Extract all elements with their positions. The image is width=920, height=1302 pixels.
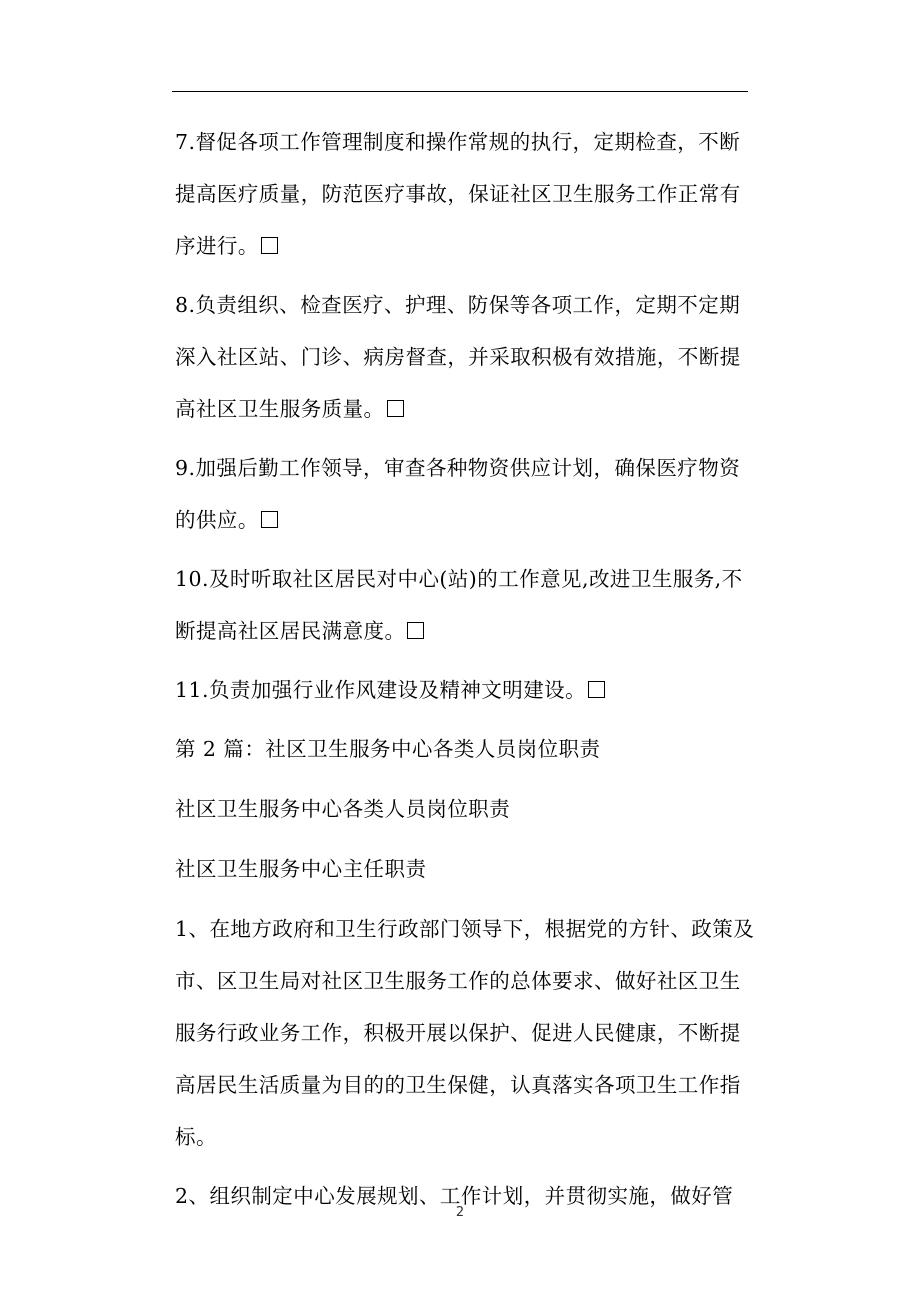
paragraph-item-9: 9.加强后勤工作领导，审查各种物资供应计划，确保医疗物资的供应。 [175,456,741,532]
duty-item-2: 2、组织制定中心发展规划、工作计划，并贯彻实施，做好管 [175,1184,734,1208]
checkbox-box-icon [261,511,278,528]
checkbox-box-icon [407,622,424,639]
section-title: 社区卫生服务中心各类人员岗位职责 [175,797,511,821]
paragraph-item-7: 7.督促各项工作管理制度和操作常规的执行，定期检查，不断提高医疗质量，防范医疗事故，保证社区卫生服务工作正常有序进行。 [175,130,741,258]
checkbox-box-icon [261,237,278,254]
page-number: 2 [455,1205,465,1220]
paragraph-item-11: 11.负责加强行业作风建设及精神文明建设。 [175,664,755,716]
section-heading: 第 2 篇：社区卫生服务中心各类人员岗位职责 [175,737,601,761]
duty-item-1: 1、在地方政府和卫生行政部门领导下，根据党的方针、政策及市、区卫生局对社区卫生服务工作的总体要求、做好社区卫生服务行政业务工作，积极开展以保护、促进人民健康，不断提高居民生活质量为目的的卫生保健，认真落实各项卫生工作指标。 [175,917,755,1149]
checkbox-box-icon [387,400,404,417]
header-rule [172,91,748,92]
checkbox-box-icon [588,681,605,698]
paragraph-item-8: 8.负责组织、检查医疗、护理、防保等各项工作，定期不定期深入社区站、门诊、病房督查，并采取积极有效措施，不断提高社区卫生服务质量。 [175,293,741,421]
paragraph-item-10: 10.及时听取社区居民对中心(站)的工作意见,改进卫生服务,不断提高社区居民满意度。 [175,567,743,643]
subsection-title: 社区卫生服务中心主任职责 [175,857,427,881]
document-body [175,116,755,1222]
